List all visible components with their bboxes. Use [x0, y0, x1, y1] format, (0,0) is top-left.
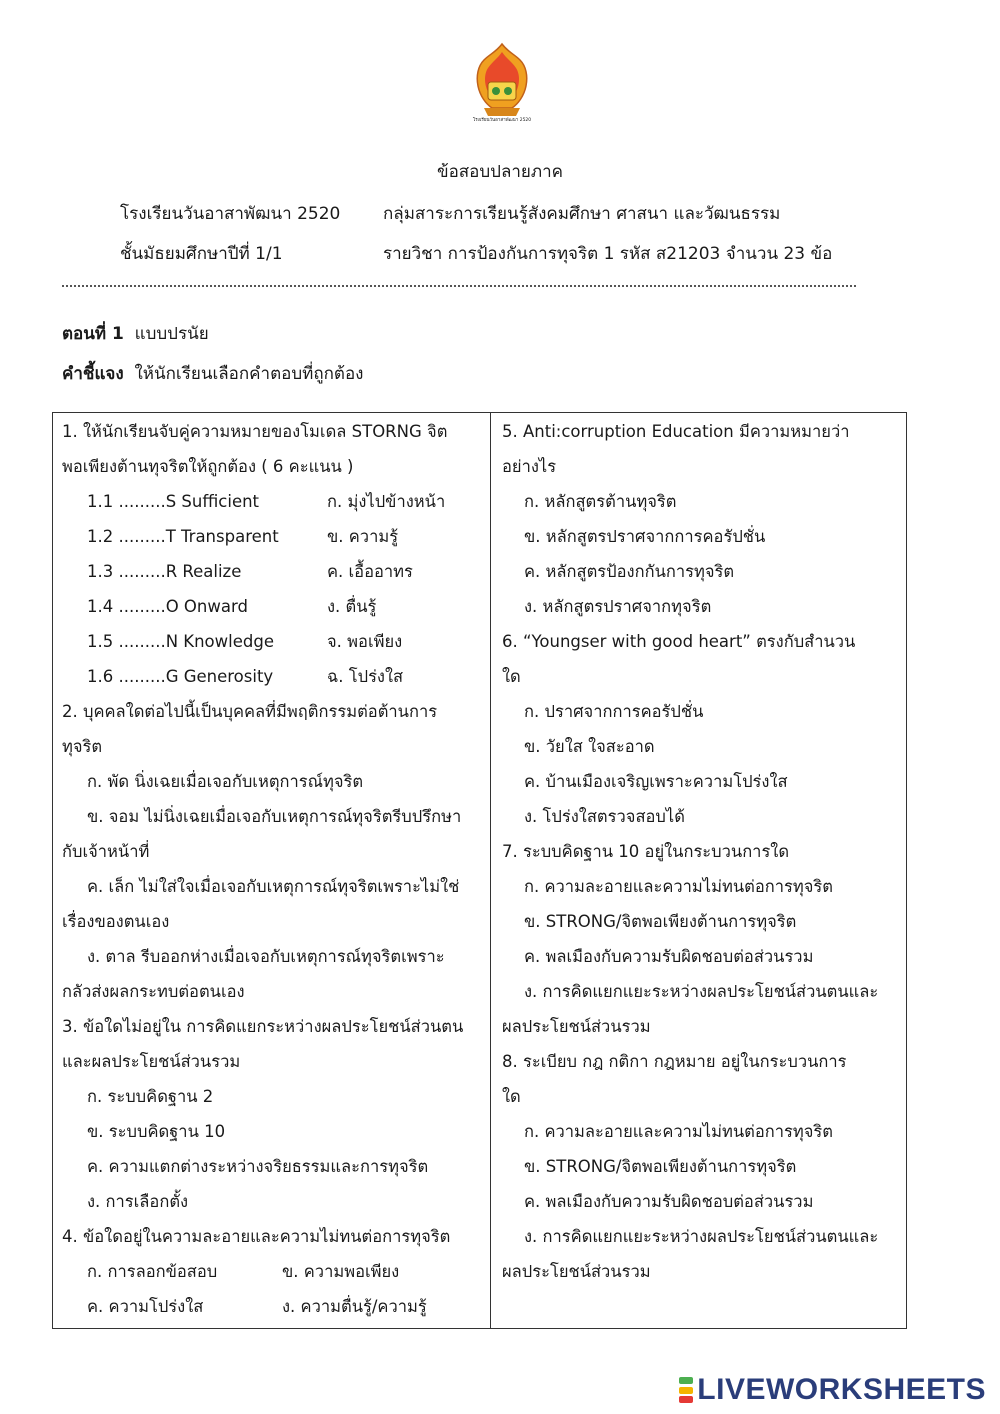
match-item-1-2[interactable]: 1.2 .........T Transparent: [87, 527, 279, 546]
q8-choice-ng[interactable]: ง. การคิดแยกแยะระหว่างผลประโยชน์ส่วนตนและ: [524, 1227, 879, 1246]
q3-choice-ng[interactable]: ง. การเลือกตั้ง: [87, 1192, 189, 1211]
logo-caption: โรงเรียนวันอาสาพัฒนา 2520: [472, 117, 532, 123]
separator-dots: [62, 285, 856, 287]
grade-level: ชั้นมัธยมศึกษาปีที่ 1/1: [120, 244, 283, 264]
q4-choice-kh[interactable]: ข. ความพอเพียง: [282, 1262, 400, 1281]
question-5-line-1: 5. Anti:corruption Education มีความหมายว่า: [502, 422, 850, 441]
q2-choice-ng-cont: กลัวส่งผลกระทบต่อตนเอง: [62, 982, 245, 1001]
question-4: 4. ข้อใดอยู่ในความละอายและความไม่ทนต่อการทุจริต: [62, 1227, 451, 1246]
q8-choice-kh[interactable]: ข. STRONG/จิตพอเพียงต้านการทุจริต: [524, 1157, 797, 1176]
q7-choice-ng-cont: ผลประโยชน์ส่วนรวม: [502, 1017, 651, 1036]
column-divider: [490, 412, 491, 1329]
q8-choice-ng-cont: ผลประโยชน์ส่วนรวม: [502, 1262, 651, 1281]
match-option-chh: ฉ. โปร่งใส: [327, 667, 404, 686]
course-info: รายวิชา การป้องกันการทุจริต 1 รหัส ส21203 จำนวน 23 ข้อ: [383, 244, 833, 264]
match-item-1-1[interactable]: 1.1 .........S Sufficient: [87, 492, 260, 511]
question-2-line-2: ทุจริต: [62, 737, 103, 756]
badge-red: [679, 1396, 693, 1403]
match-item-1-5[interactable]: 1.5 .........N Knowledge: [87, 632, 274, 651]
q4-choice-kho[interactable]: ค. ความโปร่งใส: [87, 1297, 204, 1316]
instruction-label: คำชี้แจง: [62, 364, 124, 384]
q2-choice-k[interactable]: ก. พัด นิ่งเฉยเมื่อเจอกับเหตุการณ์ทุจริต: [87, 772, 364, 791]
liveworksheets-brand: [679, 1372, 986, 1408]
q3-choice-k[interactable]: ก. ระบบคิดฐาน 2: [87, 1087, 214, 1106]
match-option-kh: ข. ความรู้: [327, 527, 399, 546]
q5-choice-k[interactable]: ก. หลักสูตรต้านทุจริต: [524, 492, 677, 511]
school-logo: [470, 42, 534, 134]
part-heading: [62, 320, 209, 347]
question-3-line-2: และผลประโยชน์ส่วนรวม: [62, 1052, 241, 1071]
q3-choice-kh[interactable]: ข. ระบบคิดฐาน 10: [87, 1122, 226, 1141]
q2-choice-kh-cont: กับเจ้าหน้าที่: [62, 842, 150, 861]
q5-choice-kho[interactable]: ค. หลักสูตรป้องกกันการทุจริต: [524, 562, 735, 581]
badge-green: [679, 1377, 693, 1384]
exam-title: ข้อสอบปลายภาค: [436, 162, 564, 182]
q8-choice-k[interactable]: ก. ความละอายและความไม่ทนต่อการทุจริต: [524, 1122, 833, 1141]
question-3-line-1: 3. ข้อใดไม่อยู่ใน การคิดแยกระหว่างผลประโยชน์ส่วนตน: [62, 1017, 464, 1036]
question-2-line-1: 2. บุคคลใดต่อไปนี้เป็นบุคคลที่มีพฤติกรรมต่อต้านการ: [62, 702, 438, 721]
match-option-k: ก. มุ่งไปข้างหน้า: [327, 492, 446, 511]
q7-choice-kh[interactable]: ข. STRONG/จิตพอเพียงต้านการทุจริต: [524, 912, 797, 931]
q7-choice-k[interactable]: ก. ความละอายและความไม่ทนต่อการทุจริต: [524, 877, 833, 896]
instruction: [62, 360, 363, 387]
q7-choice-ng[interactable]: ง. การคิดแยกแยะระหว่างผลประโยชน์ส่วนตนและ: [524, 982, 879, 1001]
subject-group: กลุ่มสาระการเรียนรู้สังคมศึกษา ศาสนา และวัฒนธรรม: [383, 204, 781, 224]
match-option-ng: ง. ตื่นรู้: [327, 597, 377, 616]
q6-choice-ng[interactable]: ง. โปร่งใสตรวจสอบได้: [524, 807, 685, 826]
question-8-line-1: 8. ระเบียบ กฎ กติกา กฎหมาย อยู่ในกระบวนการ: [502, 1052, 847, 1071]
q5-choice-kh[interactable]: ข. หลักสูตรปราศจากการคอรัปชั่น: [524, 527, 766, 546]
question-1-line-2: พอเพียงต้านทุจริตให้ถูกต้อง ( 6 คะแนน ): [62, 457, 354, 476]
q2-choice-kh[interactable]: ข. จอม ไม่นิ่งเฉยเมื่อเจอกับเหตุการณ์ทุจริตรีบปรึกษา: [87, 807, 462, 826]
q6-choice-k[interactable]: ก. ปราศจากการคอรัปชั่น: [524, 702, 704, 721]
q2-choice-kho-cont: เรื่องของตนเอง: [62, 912, 170, 931]
school-name: โรงเรียนวันอาสาพัฒนา 2520: [120, 204, 341, 224]
q8-choice-kho[interactable]: ค. พลเมืองกับความรับผิดชอบต่อส่วนรวม: [524, 1192, 814, 1211]
q2-choice-ng[interactable]: ง. ตาล รีบออกห่างเมื่อเจอกับเหตุการณ์ทุจริตเพราะ: [87, 947, 445, 966]
question-8-line-2: ใด: [502, 1087, 521, 1106]
question-1-line-1: 1. ให้นักเรียนจับคู่ความหมายของโมเดล STORNG จิต: [62, 422, 448, 441]
instruction-text: ให้นักเรียนเลือกคำตอบที่ถูกต้อง: [134, 364, 364, 384]
q5-choice-ng[interactable]: ง. หลักสูตรปราศจากทุจริต: [524, 597, 712, 616]
match-item-1-3[interactable]: 1.3 .........R Realize: [87, 562, 242, 581]
match-item-1-6[interactable]: 1.6 .........G Generosity: [87, 667, 274, 686]
q3-choice-kho[interactable]: ค. ความแตกต่างระหว่างจริยธรรมและการทุจริต: [87, 1157, 429, 1176]
liveworksheets-wordmark: LIVEWORKSHEETS: [697, 1373, 986, 1406]
q6-choice-kh[interactable]: ข. วัยใส ใจสะอาด: [524, 737, 655, 756]
match-item-1-4[interactable]: 1.4 .........O Onward: [87, 597, 248, 616]
liveworksheets-logo-icon: [679, 1377, 693, 1403]
part-label: ตอนที่ 1: [62, 324, 124, 344]
question-7: 7. ระบบคิดฐาน 10 อยู่ในกระบวนการใด: [502, 842, 790, 861]
badge-yellow: [679, 1387, 693, 1394]
q2-choice-kho[interactable]: ค. เล็ก ไม่ใส่ใจเมื่อเจอกับเหตุการณ์ทุจริตเพราะไม่ใช่: [87, 877, 460, 896]
part-type: แบบปรนัย: [134, 324, 209, 344]
q4-choice-k[interactable]: ก. การลอกข้อสอบ: [87, 1262, 218, 1281]
question-5-line-2: อย่างไร: [502, 457, 557, 476]
question-6-line-2: ใด: [502, 667, 521, 686]
match-option-kho: ค. เอื้ออาทร: [327, 562, 413, 581]
q7-choice-kho[interactable]: ค. พลเมืองกับความรับผิดชอบต่อส่วนรวม: [524, 947, 814, 966]
question-6-line-1: 6. “Youngser with good heart” ตรงกับสำนวน: [502, 632, 856, 651]
q6-choice-kho[interactable]: ค. บ้านเมืองเจริญเพราะความโปร่งใส: [524, 772, 788, 791]
match-option-ch: จ. พอเพียง: [327, 632, 403, 651]
q4-choice-ng[interactable]: ง. ความตื่นรู้/ความรู้: [282, 1297, 427, 1316]
